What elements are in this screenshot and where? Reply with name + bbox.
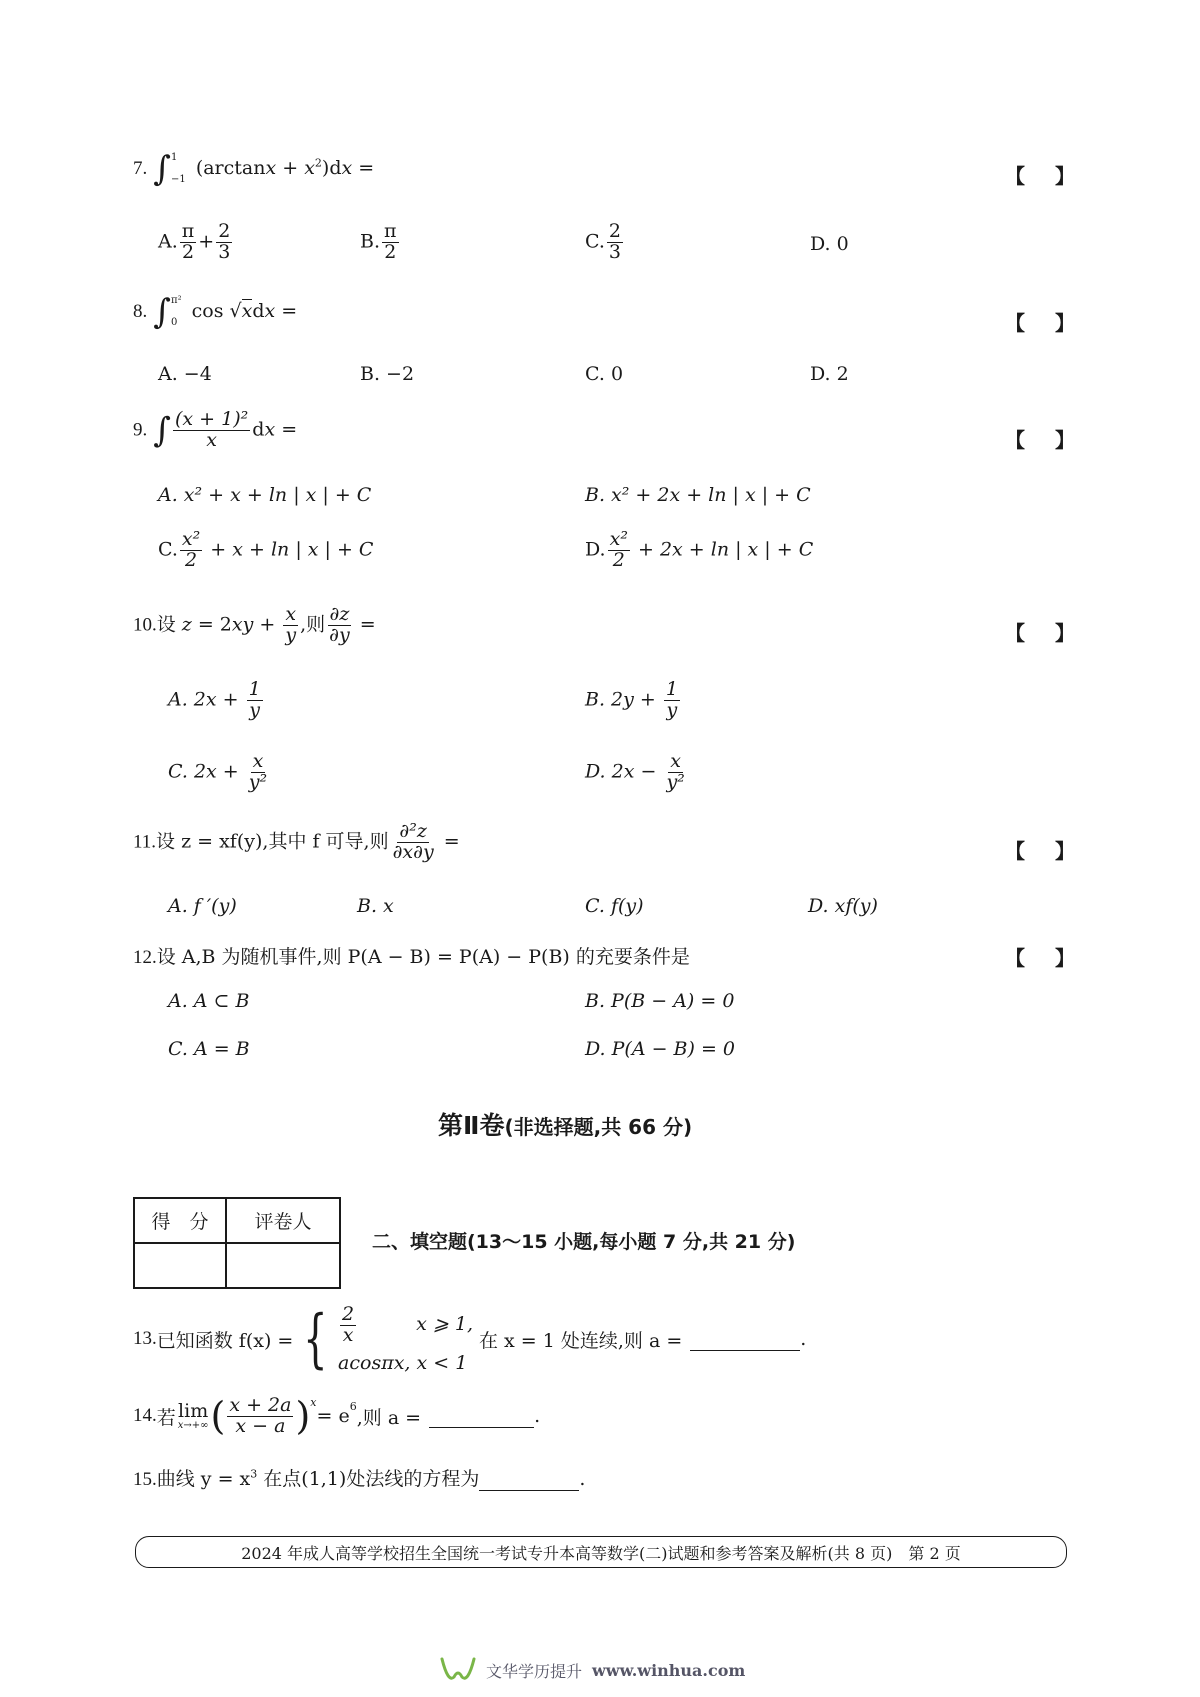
fill-in-heading: 二、填空题(13～15 小题,每小题 7 分,共 21 分) (372, 1231, 796, 1253)
option-7c: C. $\frac{2}{3}$ (585, 220, 621, 263)
option-12a: A. A ⊂ B (168, 990, 250, 1012)
answer-bracket-8[interactable]: 【 】 (1005, 311, 1075, 335)
option-11b: B. x (357, 895, 394, 917)
limit: lim x→+∞ (177, 1399, 209, 1431)
answer-bracket-12[interactable]: 【 】 (1005, 946, 1075, 970)
winhua-logo-icon (440, 1655, 476, 1685)
grader-header: 评卷人 (226, 1198, 340, 1243)
integral-limits: 1 −1 (171, 152, 186, 185)
question-8: 8. ∫ π² 0 cos √xdx = (133, 292, 298, 332)
option-7a: A. $\frac{\pi}{2}$ + $\frac{2}{3}$ (158, 220, 231, 263)
question-14: 14. 若 lim x→+∞ ( $\frac{x + 2a}{x - a}$ ) $^x$ = e $^6$ ,则 a = . (133, 1393, 541, 1438)
answer-bracket-11[interactable]: 【 】 (1005, 839, 1075, 863)
integral-sign: ∫ (153, 410, 172, 451)
score-table (133, 1197, 341, 1289)
option-12b: B. P(B − A) = 0 (585, 990, 735, 1012)
option-7b: B. $\frac{\pi}{2}$ (360, 220, 397, 263)
option-11c: C. f(y) (585, 895, 644, 917)
question-7: 7. ∫ 1 −1 $(\arctan x + x^2)dx$ = (133, 149, 375, 189)
option-10a: A. 2x + $\frac{1}{y}$ (168, 678, 261, 721)
question-9: 9. ∫ $\frac{\text{(x + 1)²}}{x}$ dx = (133, 408, 298, 451)
answer-blank-13[interactable] (690, 1328, 800, 1351)
option-8a: A. −4 (158, 363, 212, 385)
page-footer (135, 1536, 1067, 1568)
integral-sign: ∫ (153, 292, 172, 332)
section-2-title: 第Ⅱ卷(非选择题,共 66 分) (438, 1111, 693, 1140)
piecewise-cases: $\frac{2}{x}$ x ⩾ 1, acosπx, x < 1 (338, 1303, 473, 1374)
question-12: 12.设 A,B 为随机事件,则 P(A − B) = P(A) − P(B) 的充要条件是 (133, 946, 690, 968)
option-10c: C. 2x + $\frac{x}{\text{y²}}$ (168, 750, 268, 793)
answer-bracket-9[interactable]: 【 】 (1005, 428, 1075, 452)
option-8d: D. 2 (810, 363, 849, 385)
score-cell[interactable] (134, 1243, 226, 1288)
option-7d: D. 0 (810, 233, 849, 255)
score-header: 得 分 (134, 1198, 226, 1243)
answer-bracket-10[interactable]: 【 】 (1005, 621, 1075, 645)
answer-blank-14[interactable] (429, 1405, 534, 1428)
question-10: 10.设 z = 2xy + $\frac{x}{y}$ ,则 $\frac{\partial z}{\partial y}$ = (133, 603, 376, 646)
footer-text: 2024 年成人高等学校招生全国统一考试专升本高等数学(二)试题和参考答案及解析(共 8 页) 第 2 页 (241, 1543, 961, 1563)
watermark (440, 1655, 745, 1685)
option-9a: A. x² + x + ln | x | + C (158, 484, 372, 506)
option-8b: B. −2 (360, 363, 415, 385)
question-15: 15.曲线 $y = x^3$ 在点(1,1)处法线的方程为 . (133, 1467, 586, 1490)
option-12d: D. P(A − B) = 0 (585, 1038, 736, 1060)
option-10b: B. 2y + $\frac{1}{y}$ (585, 678, 678, 721)
option-8c: C. 0 (585, 363, 624, 385)
grader-cell[interactable] (226, 1243, 340, 1288)
option-10d: D. 2x − $\frac{x}{\text{y²}}$ (585, 750, 685, 793)
option-11a: A. f ′(y) (168, 895, 237, 917)
option-12c: C. A = B (168, 1038, 250, 1060)
integral-limits: π² 0 (171, 295, 182, 328)
watermark-url[interactable]: www.winhua.com (592, 1660, 746, 1680)
question-13: 13. 已知函数 f(x) = { $\frac{2}{x}$ x ⩾ 1, acosπx, x < 1 在 x = 1 处连续,则 a = . (133, 1302, 807, 1377)
option-11d: D. xf(y) (808, 895, 878, 917)
watermark-name: 文华学历提升 (486, 1661, 583, 1681)
answer-bracket-7[interactable]: 【 】 (1005, 164, 1075, 188)
answer-blank-15[interactable] (479, 1468, 579, 1491)
option-9c: C. $\frac{\text{x²}}{2}$ + x + ln | x | + C (158, 528, 374, 571)
piecewise-brace: { (303, 1302, 328, 1377)
option-9b: B. x² + 2x + ln | x | + C (585, 484, 811, 506)
question-11: 11.设 z = xf(y),其中 f 可导,则 $\frac{\text{∂²z}}{\partial x\partial y}$ = (133, 820, 460, 863)
option-9d: D. $\frac{\text{x²}}{2}$ + 2x + ln | x | + C (585, 528, 814, 571)
integral-sign: ∫ (153, 149, 172, 189)
